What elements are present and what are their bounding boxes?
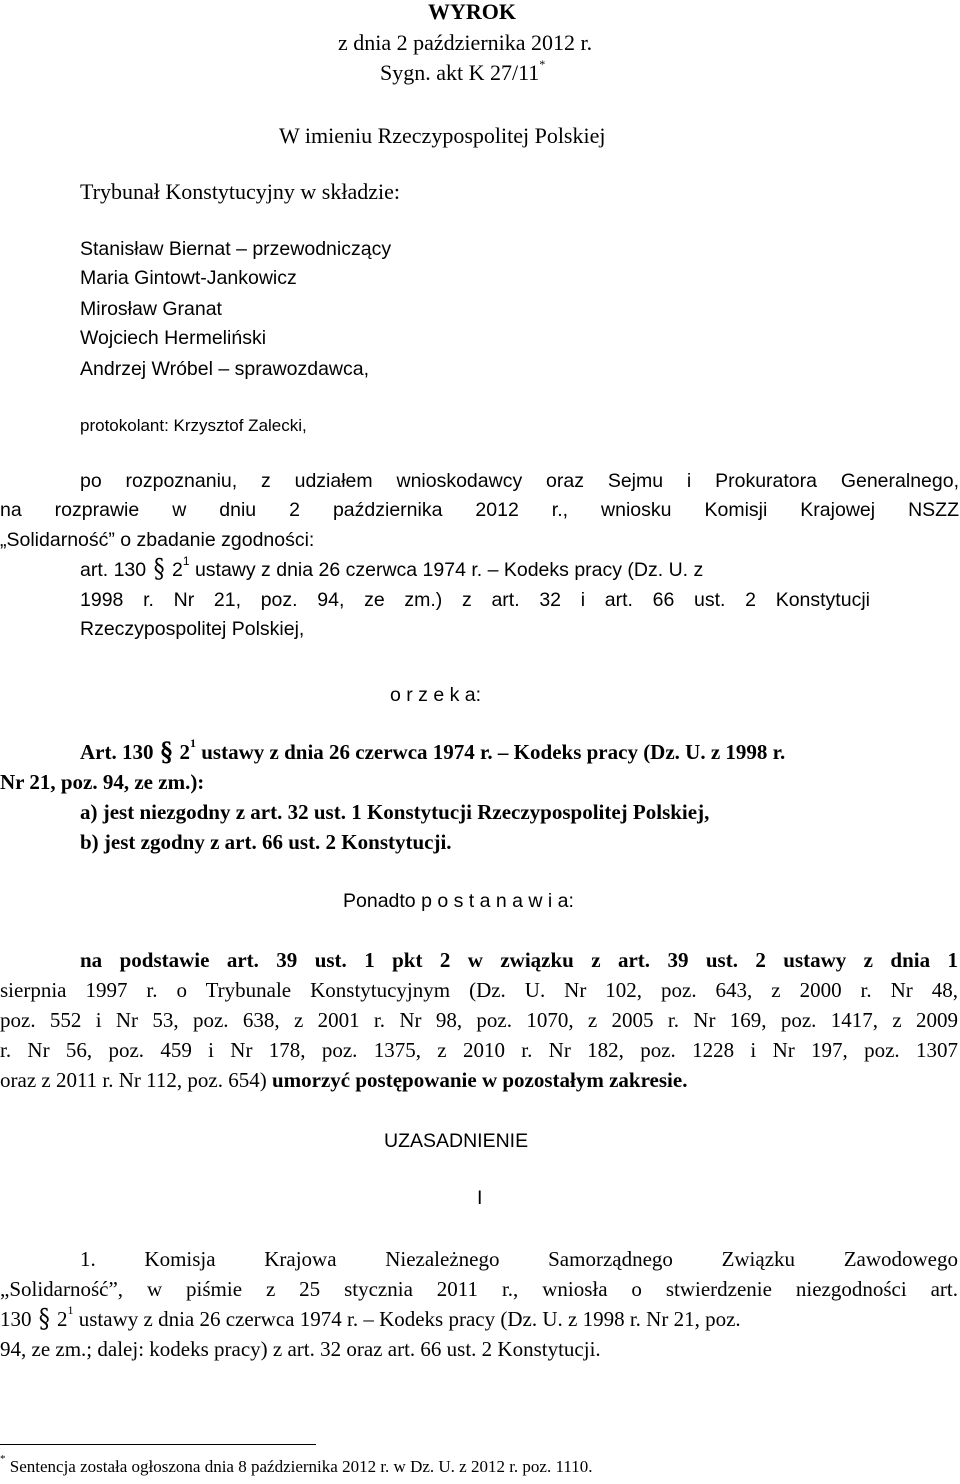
ruling-point-a: a) jest niezgodny z art. 32 ust. 1 Konstytucji Rzeczypospolitej Polskiej, — [80, 800, 710, 824]
justification-heading: UZASADNIENIE — [384, 1130, 529, 1152]
clerk: protokolant: Krzysztof Zalecki, — [80, 416, 307, 435]
section-number: 2 — [171, 559, 183, 581]
case-number-text: Sygn. akt K 27/11 — [380, 60, 540, 85]
section-sign-icon: § — [38, 1304, 50, 1335]
section-superscript: 1 — [190, 736, 196, 750]
section-sign-icon: § — [153, 554, 165, 585]
footnote-divider — [0, 1444, 316, 1445]
proceedings-line: Rzeczypospolitej Polskiej, — [80, 618, 305, 640]
proceedings-article — [80, 555, 959, 585]
article-prefix: Art. 130 — [80, 740, 154, 764]
article-rest: ustawy z dnia 26 czerwca 1974 r. – Kodeks pracy (Dz. U. z 1998 r. — [196, 740, 786, 764]
proceedings-line: na rozprawie w dniu 2 października 2012 r., wniosku Komisji Krajowej NSZZ — [0, 499, 959, 521]
document-date: z dnia 2 października 2012 r. — [338, 30, 593, 55]
ruling-heading: o r z e k a: — [390, 684, 482, 706]
decision-line: r. Nr 56, poz. 459 i Nr 178, poz. 1375, z 2010 r. Nr 182, poz. 1228 i Nr 197, poz. 1307 — [0, 1038, 958, 1062]
tribunal-member: Stanisław Biernat – przewodniczący — [80, 238, 392, 260]
proceedings-line: „Solidarność” o zbadanie zgodności: — [0, 529, 315, 551]
section-superscript: 1 — [67, 1303, 74, 1317]
decision-line: poz. 552 i Nr 53, poz. 638, z 2001 r. Nr 98, poz. 1070, z 2005 r. Nr 169, poz. 1417, z 2009 — [0, 1008, 958, 1032]
tribunal-member: Mirosław Granat — [80, 298, 222, 320]
document-title: WYROK — [428, 0, 516, 24]
tribunal-member: Wojciech Hermeliński — [80, 327, 267, 349]
proceedings-line: po rozpoznaniu, z udziałem wnioskodawcy oraz Sejmu i Prokuratora Generalnego, — [80, 470, 959, 492]
composition-heading: Trybunał Konstytucyjny w składzie: — [80, 179, 400, 204]
decision-heading: Ponadto p o s t a n a w i a: — [343, 890, 574, 912]
justification-article-line — [0, 1304, 958, 1335]
ruling-point-b: b) jest zgodny z art. 66 ust. 2 Konstytucji. — [80, 830, 452, 854]
decision-discontinue: umorzyć postępowanie w pozostałym zakresie. — [271, 1068, 688, 1092]
article-prefix: art. 130 — [80, 559, 147, 581]
section-superscript: 1 — [182, 553, 190, 568]
ruling-article — [80, 737, 785, 767]
decision-line: na podstawie art. 39 ust. 1 pkt 2 w związku z art. 39 ust. 2 ustawy z dnia 1 — [80, 948, 958, 972]
decision-line: sierpnia 1997 r. o Trybunale Konstytucyjnym (Dz. U. Nr 102, poz. 643, z 2000 r. Nr 48, — [0, 978, 958, 1002]
tribunal-member: Andrzej Wróbel – sprawozdawca, — [80, 358, 370, 380]
case-number — [380, 58, 545, 88]
case-footnote-mark: * — [539, 56, 546, 71]
justification-section: I — [477, 1187, 483, 1209]
section-number: 2 — [57, 1307, 68, 1331]
ruling-line: Nr 21, poz. 94, ze zm.): — [0, 770, 205, 794]
proceedings-line: 1998 r. Nr 21, poz. 94, ze zm.) z art. 32 i art. 66 ust. 2 Konstytucji — [80, 589, 870, 611]
article-number: 130 — [0, 1307, 32, 1331]
justification-line: „Solidarność”, w piśmie z 25 stycznia 2011 r., wniosła o stwierdzenie niezgodności art. — [0, 1277, 958, 1301]
footnote-mark: * — [0, 1453, 6, 1466]
justification-line: 1. Komisja Krajowa Niezależnego Samorządnego Związku Zawodowego — [80, 1247, 958, 1271]
invocation: W imieniu Rzeczypospolitej Polskiej — [279, 123, 606, 148]
tribunal-member: Maria Gintowt-Jankowicz — [80, 267, 297, 289]
justification-line: 94, ze zm.; dalej: kodeks pracy) z art. 32 oraz art. 66 ust. 2 Konstytucji. — [0, 1337, 601, 1361]
decision-last-line-text: oraz z 2011 r. Nr 112, poz. 654) — [0, 1068, 272, 1092]
footnote-text: Sentencja została ogłoszona dnia 8 października 2012 r. w Dz. U. z 2012 r. poz. 1110. — [5, 1457, 593, 1476]
section-number: 2 — [179, 740, 190, 764]
decision-last-line — [0, 1065, 687, 1095]
footnote — [0, 1453, 593, 1478]
section-sign-icon: § — [160, 736, 173, 768]
article-rest: ustawy z dnia 26 czerwca 1974 r. – Kodeks pracy (Dz. U. z — [189, 559, 704, 581]
article-rest: ustawy z dnia 26 czerwca 1974 r. – Kodeks pracy (Dz. U. z 1998 r. Nr 21, poz. — [73, 1307, 741, 1331]
